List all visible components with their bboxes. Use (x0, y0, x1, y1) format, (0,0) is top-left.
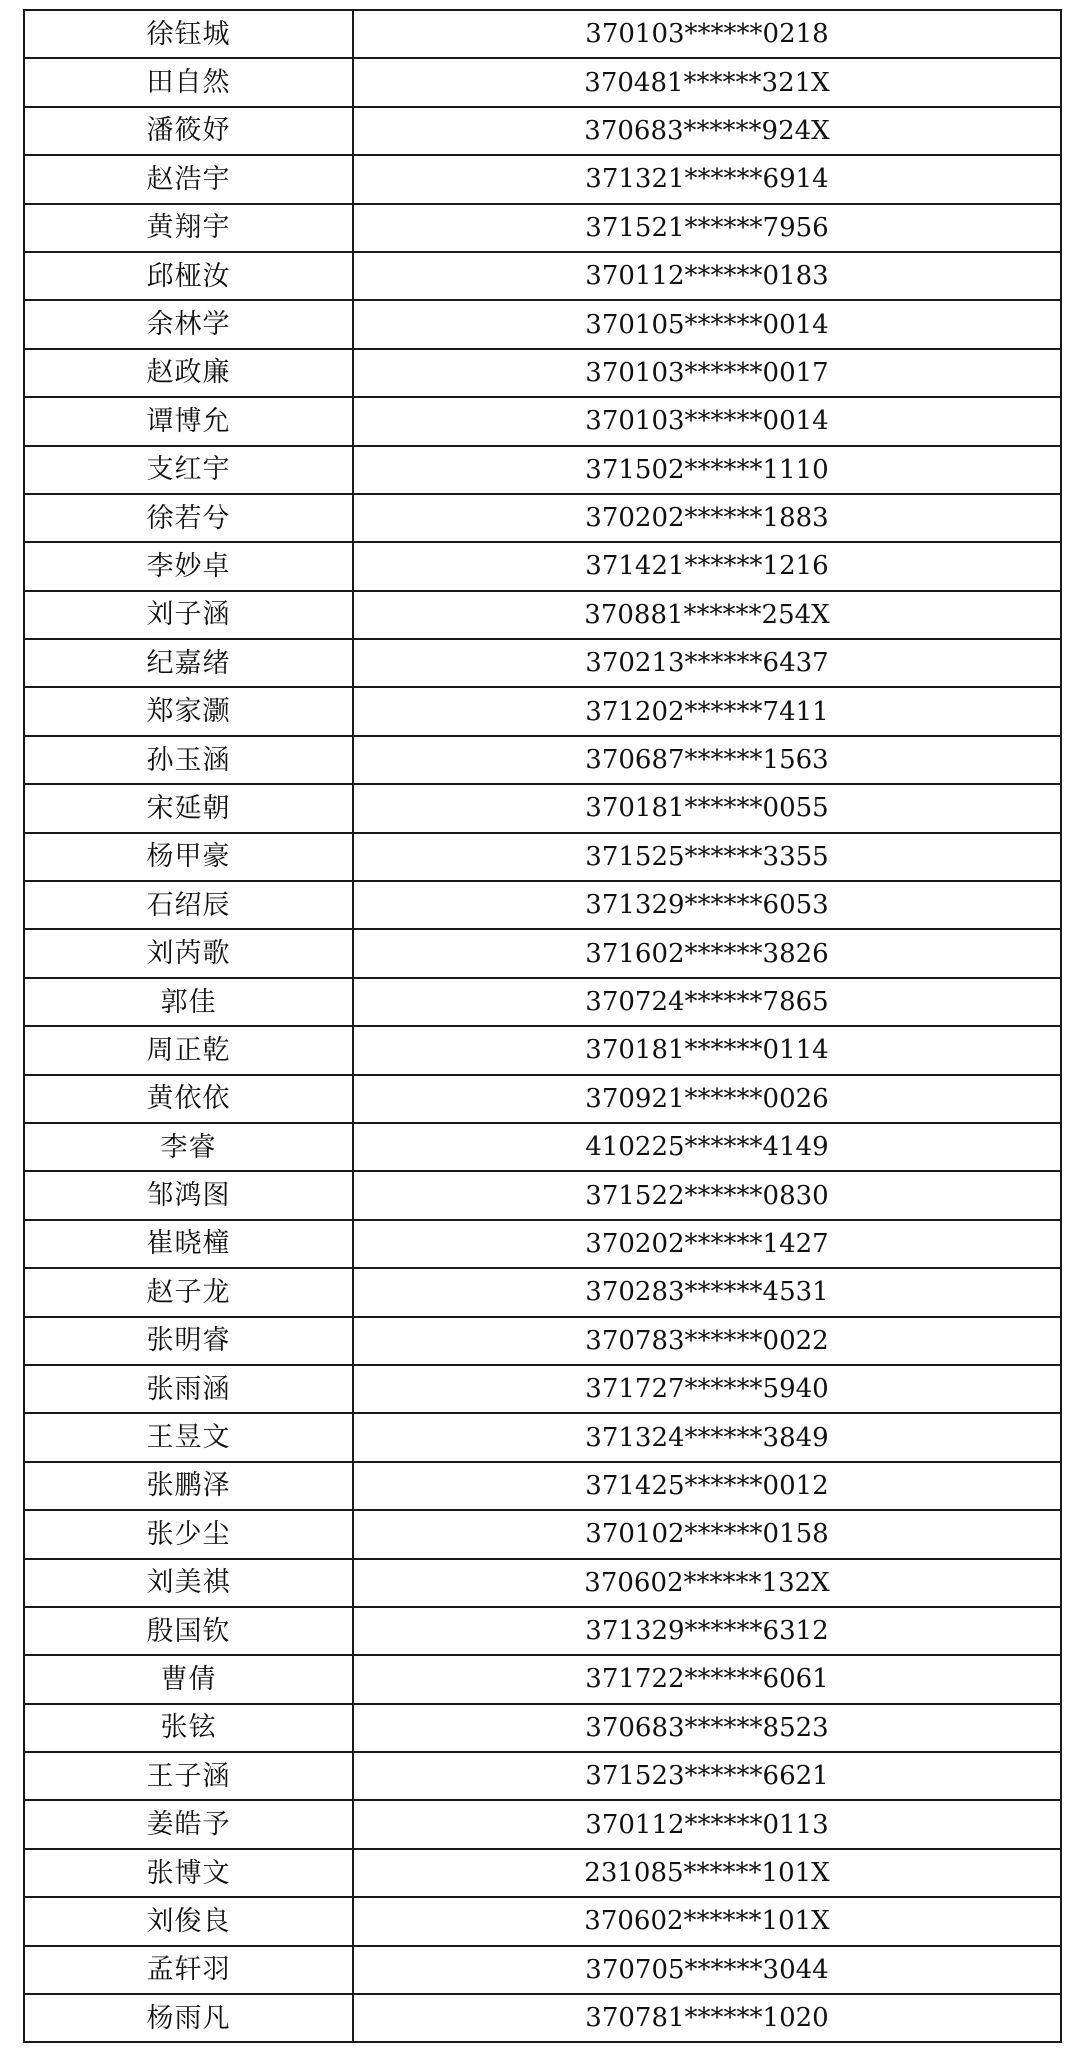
name-cell: 郑家灏 (24, 687, 353, 735)
table-row (24, 1268, 1061, 1316)
table-row (24, 591, 1061, 639)
table-row (24, 687, 1061, 735)
name-cell: 刘美祺 (24, 1559, 353, 1607)
id-number-cell: 370783******0022 (353, 1317, 1061, 1365)
table-row (24, 833, 1061, 881)
name-cell: 黄翔宇 (24, 204, 353, 252)
roster-body (24, 10, 1061, 2042)
table-row (24, 494, 1061, 542)
id-number-cell: 370213******6437 (353, 639, 1061, 687)
id-number-cell: 370112******0113 (353, 1800, 1061, 1848)
name-cell: 田自然 (24, 58, 353, 106)
name-cell: 孙玉涵 (24, 736, 353, 784)
name-cell: 支红宇 (24, 446, 353, 494)
id-number-cell: 370881******254X (353, 591, 1061, 639)
name-cell: 殷国钦 (24, 1607, 353, 1655)
name-cell: 赵子龙 (24, 1268, 353, 1316)
id-number-cell: 370103******0017 (353, 349, 1061, 397)
table-row (24, 1849, 1061, 1897)
id-number-cell: 370283******4531 (353, 1268, 1061, 1316)
name-cell: 张博文 (24, 1849, 353, 1897)
name-cell: 张铉 (24, 1704, 353, 1752)
table-row (24, 1462, 1061, 1510)
id-number-cell: 370102******0158 (353, 1510, 1061, 1558)
id-number-cell: 371523******6621 (353, 1752, 1061, 1800)
table-row (24, 1510, 1061, 1558)
name-cell: 张鹏泽 (24, 1462, 353, 1510)
id-number-cell: 371521******7956 (353, 204, 1061, 252)
table-row (24, 1752, 1061, 1800)
id-number-cell: 370724******7865 (353, 978, 1061, 1026)
id-number-cell: 371321******6914 (353, 155, 1061, 203)
id-number-cell: 371202******7411 (353, 687, 1061, 735)
name-cell: 刘子涵 (24, 591, 353, 639)
id-number-cell: 231085******101X (353, 1849, 1061, 1897)
table-row (24, 300, 1061, 348)
id-number-cell: 370481******321X (353, 58, 1061, 106)
id-number-cell: 371421******1216 (353, 542, 1061, 590)
name-cell: 曹倩 (24, 1655, 353, 1703)
name-cell: 刘俊良 (24, 1897, 353, 1945)
name-cell: 李妙卓 (24, 542, 353, 590)
table-row (24, 1220, 1061, 1268)
name-cell: 宋延朝 (24, 784, 353, 832)
table-row (24, 1946, 1061, 1994)
name-cell: 潘筱妤 (24, 107, 353, 155)
name-cell: 黄依依 (24, 1075, 353, 1123)
name-cell: 李睿 (24, 1123, 353, 1171)
name-cell: 石绍辰 (24, 881, 353, 929)
table-row (24, 1171, 1061, 1219)
id-number-cell: 371722******6061 (353, 1655, 1061, 1703)
table-row (24, 1413, 1061, 1461)
name-cell: 王昱文 (24, 1413, 353, 1461)
table-row (24, 1897, 1061, 1945)
name-cell: 崔晓橦 (24, 1220, 353, 1268)
table-row (24, 10, 1061, 58)
table-row (24, 736, 1061, 784)
id-number-cell: 370103******0014 (353, 397, 1061, 445)
name-cell: 邹鸿图 (24, 1171, 353, 1219)
id-number-cell: 371329******6053 (353, 881, 1061, 929)
name-cell: 张明睿 (24, 1317, 353, 1365)
name-cell: 杨雨凡 (24, 1994, 353, 2042)
table-row (24, 1123, 1061, 1171)
table-row (24, 446, 1061, 494)
table-row (24, 1607, 1061, 1655)
table-row (24, 107, 1061, 155)
id-number-cell: 371522******0830 (353, 1171, 1061, 1219)
table-row (24, 1026, 1061, 1074)
table-row (24, 639, 1061, 687)
name-cell: 邱桠汝 (24, 252, 353, 300)
id-number-cell: 370202******1883 (353, 494, 1061, 542)
name-cell: 徐若兮 (24, 494, 353, 542)
name-cell: 张雨涵 (24, 1365, 353, 1413)
table-row (24, 204, 1061, 252)
id-number-cell: 370687******1563 (353, 736, 1061, 784)
id-number-cell: 371525******3355 (353, 833, 1061, 881)
table-row (24, 1559, 1061, 1607)
id-number-cell: 370921******0026 (353, 1075, 1061, 1123)
table-row (24, 1704, 1061, 1752)
name-cell: 张少尘 (24, 1510, 353, 1558)
name-cell: 孟轩羽 (24, 1946, 353, 1994)
id-number-cell: 370202******1427 (353, 1220, 1061, 1268)
id-number-cell: 370683******8523 (353, 1704, 1061, 1752)
table-row (24, 784, 1061, 832)
name-cell: 余林学 (24, 300, 353, 348)
id-number-cell: 370181******0055 (353, 784, 1061, 832)
id-number-cell: 370683******924X (353, 107, 1061, 155)
table-row (24, 397, 1061, 445)
id-number-cell: 370781******1020 (353, 1994, 1061, 2042)
table-row (24, 1075, 1061, 1123)
name-cell: 郭佳 (24, 978, 353, 1026)
name-cell: 杨甲豪 (24, 833, 353, 881)
table-row (24, 1365, 1061, 1413)
id-number-cell: 410225******4149 (353, 1123, 1061, 1171)
id-number-cell: 370602******132X (353, 1559, 1061, 1607)
id-number-cell: 371502******1110 (353, 446, 1061, 494)
name-cell: 徐钰城 (24, 10, 353, 58)
id-number-cell: 370705******3044 (353, 1946, 1061, 1994)
id-number-cell: 371324******3849 (353, 1413, 1061, 1461)
table-row (24, 929, 1061, 977)
table-row (24, 155, 1061, 203)
table-row (24, 978, 1061, 1026)
id-number-cell: 371425******0012 (353, 1462, 1061, 1510)
name-cell: 赵政廉 (24, 349, 353, 397)
table-row (24, 58, 1061, 106)
id-number-cell: 370103******0218 (353, 10, 1061, 58)
roster-table (23, 9, 1062, 2043)
id-number-cell: 371329******6312 (353, 1607, 1061, 1655)
name-cell: 纪嘉绪 (24, 639, 353, 687)
id-number-cell: 370105******0014 (353, 300, 1061, 348)
table-row (24, 1800, 1061, 1848)
table-row (24, 252, 1061, 300)
id-number-cell: 371602******3826 (353, 929, 1061, 977)
table-row (24, 542, 1061, 590)
id-number-cell: 370602******101X (353, 1897, 1061, 1945)
id-number-cell: 370181******0114 (353, 1026, 1061, 1074)
name-cell: 王子涵 (24, 1752, 353, 1800)
name-cell: 姜皓予 (24, 1800, 353, 1848)
table-row (24, 1994, 1061, 2042)
table-row (24, 1317, 1061, 1365)
name-cell: 周正乾 (24, 1026, 353, 1074)
table-row (24, 881, 1061, 929)
table-row (24, 349, 1061, 397)
id-number-cell: 370112******0183 (353, 252, 1061, 300)
name-cell: 刘芮歌 (24, 929, 353, 977)
id-number-cell: 371727******5940 (353, 1365, 1061, 1413)
name-cell: 赵浩宇 (24, 155, 353, 203)
table-row (24, 1655, 1061, 1703)
name-cell: 谭博允 (24, 397, 353, 445)
